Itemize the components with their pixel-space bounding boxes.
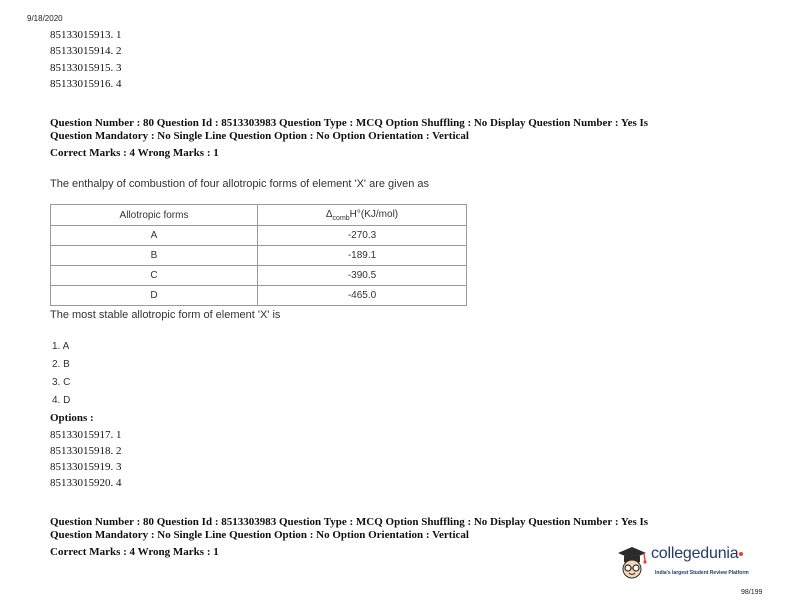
- question-stem: The enthalpy of combustion of four allotropic forms of element 'X' are given as: [50, 178, 430, 190]
- logo-dot: [739, 552, 743, 556]
- table-row: [51, 226, 467, 246]
- question-header-line2: Question Mandatory : No Single Line Question Option : No Option Orientation : Vertical: [50, 130, 469, 142]
- question-text: The most stable allotropic form of element 'X' is: [50, 309, 281, 321]
- enthalpy-table: [50, 204, 467, 306]
- question2-header-line1: Question Number : 80 Question Id : 8513303983 Question Type : MCQ Option Shuffling : No Display Question Number : Yes Is: [50, 516, 649, 528]
- table-header-enthalpy: $\Delta_{comb}H^\circ(KJ/mol)$: [258, 205, 467, 226]
- question2-marks: Correct Marks : 4 Wrong Marks : 1: [50, 546, 219, 558]
- answer-choice-2: 2. B: [52, 359, 70, 370]
- table-cell-form: B: [51, 246, 258, 266]
- table-cell-form: D: [51, 286, 258, 306]
- table-cell-value: -465.0: [258, 286, 467, 306]
- answer-choice-4: 4. D: [52, 395, 71, 406]
- question2-header-line2: Question Mandatory : No Single Line Question Option : No Option Orientation : Vertical: [50, 529, 469, 541]
- table-cell-value: -390.5: [258, 266, 467, 286]
- page-number: 98/199: [741, 589, 763, 596]
- table-row: [51, 246, 467, 266]
- table-row: [51, 266, 467, 286]
- collegedunia-mascot-icon: [614, 543, 650, 581]
- option-id-4: 85133015920. 4: [50, 477, 122, 489]
- option-id-1: 85133015917. 1: [50, 429, 122, 441]
- options-label: Options :: [50, 412, 94, 424]
- table-cell-value: -270.3: [258, 226, 467, 246]
- prev-option-3: 85133015915. 3: [50, 62, 122, 74]
- table-row: [51, 286, 467, 306]
- question-marks: Correct Marks : 4 Wrong Marks : 1: [50, 147, 219, 159]
- prev-option-1: 85133015913. 1: [50, 29, 122, 41]
- print-date: 9/18/2020: [27, 14, 63, 23]
- table-cell-value: -189.1: [258, 246, 467, 266]
- prev-option-2: 85133015914. 2: [50, 45, 122, 57]
- answer-choice-1: 1. A: [52, 341, 70, 352]
- logo-tagline: India's largest Student Review Platform: [655, 570, 749, 576]
- option-id-3: 85133015919. 3: [50, 461, 122, 473]
- table-header-forms: Allotropic forms: [51, 205, 258, 226]
- answer-choice-3: 3. C: [52, 377, 71, 388]
- question-header-line1: Question Number : 80 Question Id : 8513303983 Question Type : MCQ Option Shuffling : No Display Question Number : Yes Is: [50, 117, 649, 129]
- option-id-2: 85133015918. 2: [50, 445, 122, 457]
- table-cell-form: C: [51, 266, 258, 286]
- collegedunia-logo: collegedunia: [651, 545, 743, 563]
- table-cell-form: A: [51, 226, 258, 246]
- prev-option-4: 85133015916. 4: [50, 78, 122, 90]
